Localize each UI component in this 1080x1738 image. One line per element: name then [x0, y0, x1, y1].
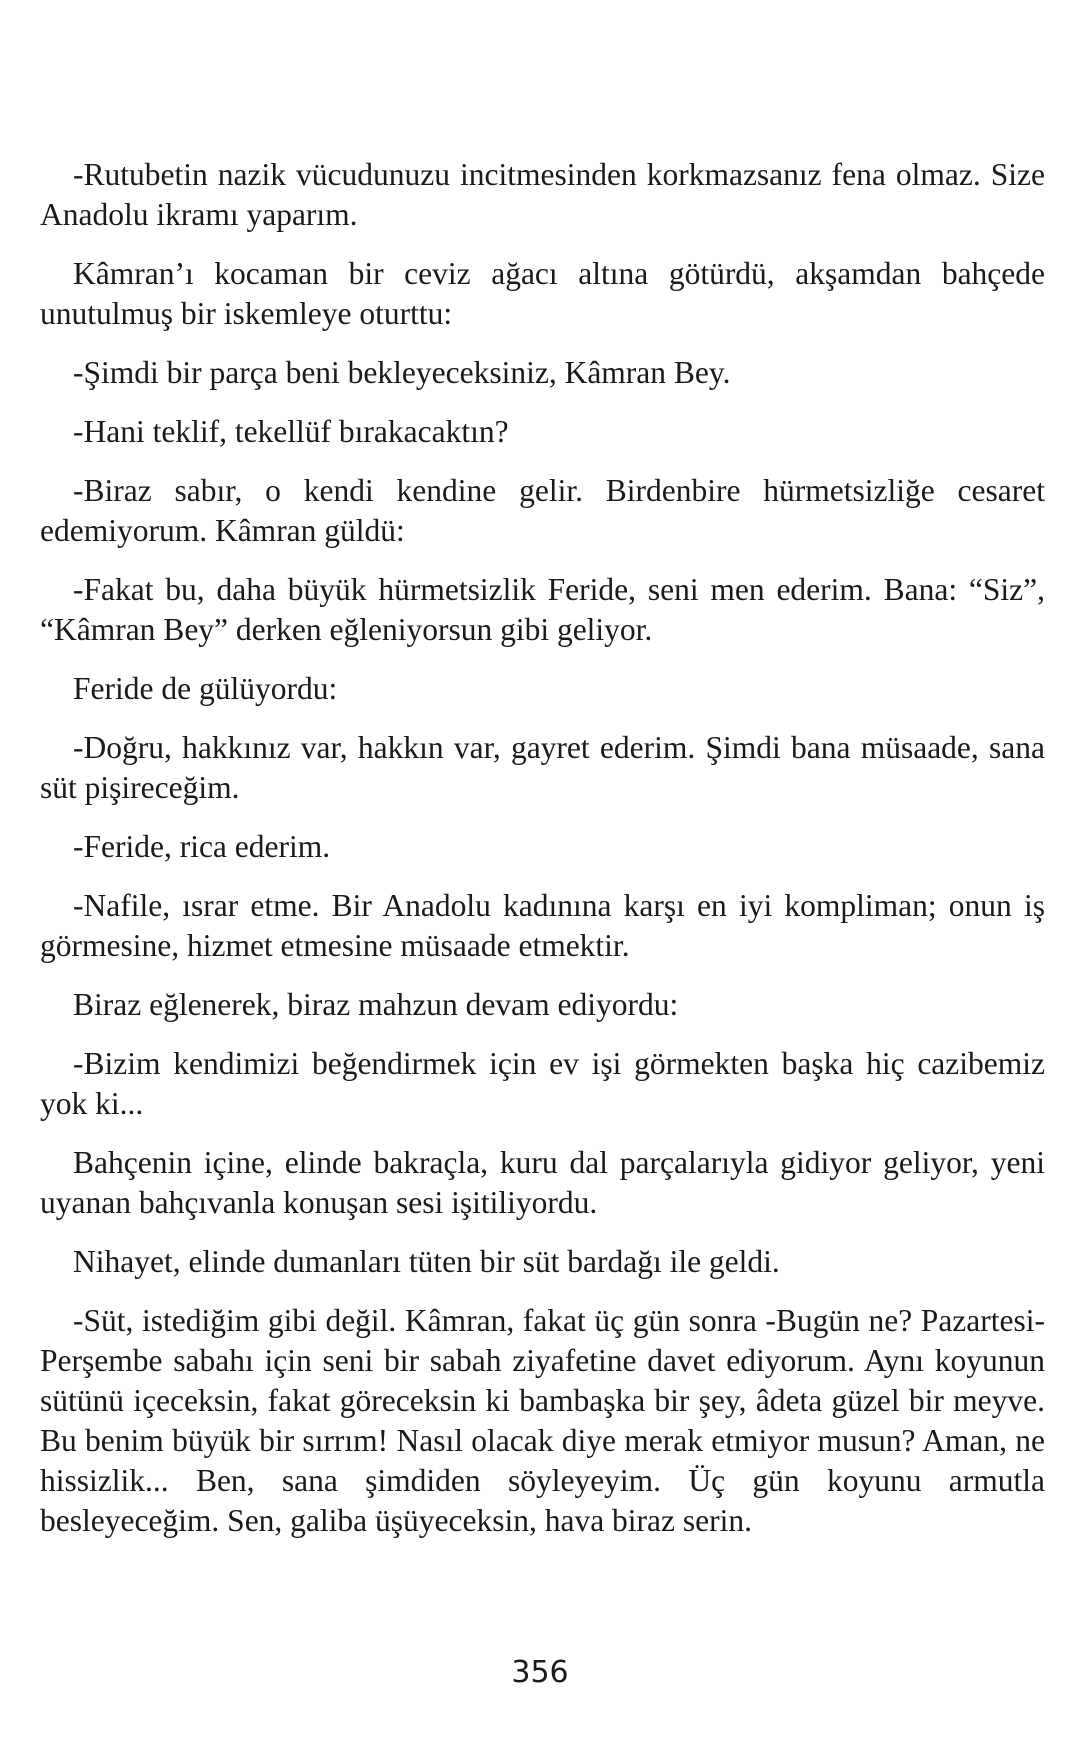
paragraph-8: -Doğru, hakkınız var, hakkın var, gayret ederim. Şimdi bana müsaade, sana süt pişireceğim. — [40, 730, 1045, 805]
paragraph-15: -Süt, istediğim gibi değil. Kâmran, fakat üç gün sonra -Bugün ne? Pazartesi-Perşembe sabahı için seni bir sabah ziyafetine davet ediyorum. Aynı koyunun sütünü içeceksin, fakat göreceksin ki bambaşka bir şey, âdeta güzel bir meyve. Bu benim büyük bir sırrım! Nasıl olacak diye merak etmiyor musun? Aman, ne hissizlik... Ben, sana şimdiden söyleyeyim. Üç gün koyunu armutla besleyeceğim. Sen, galiba üşüyeceksin, hava biraz serin. — [40, 1303, 1045, 1538]
paragraph-1: -Rutubetin nazik vücudunuzu incitmesinden korkmazsanız fena olmaz. Size Anadolu ikramı yaparım. — [40, 157, 1045, 232]
paragraph-10: -Nafile, ısrar etme. Bir Anadolu kadınına karşı en iyi kompliman; onun iş görmesine, hizmet etmesine müsaade etmektir. — [40, 888, 1045, 963]
paragraph-9: -Feride, rica ederim. — [73, 829, 331, 864]
paragraph-11: Biraz eğlenerek, biraz mahzun devam ediyordu: — [73, 987, 679, 1022]
paragraph-4: -Hani teklif, tekellüf bırakacaktın? — [73, 414, 509, 449]
paragraph-2: Kâmran’ı kocaman bir ceviz ağacı altına götürdü, akşamdan bahçede unutulmuş bir iskemleye oturttu: — [40, 256, 1045, 331]
paragraph-12: -Bizim kendimizi beğendirmek için ev işi görmekten başka hiç cazibemiz yok ki... — [40, 1046, 1045, 1121]
page-number: 356 — [511, 1655, 569, 1690]
paragraph-13: Bahçenin içine, elinde bakraçla, kuru dal parçalarıyla gidiyor geliyor, yeni uyanan bahçıvanla konuşan sesi işitiliyordu. — [40, 1145, 1045, 1220]
paragraph-14: Nihayet, elinde dumanları tüten bir süt bardağı ile geldi. — [73, 1244, 780, 1279]
paragraph-3: -Şimdi bir parça beni bekleyeceksiniz, Kâmran Bey. — [73, 355, 731, 390]
paragraph-6: -Fakat bu, daha büyük hürmetsizlik Feride, seni men ederim. Bana: “Siz”, “Kâmran Bey” derken eğleniyorsun gibi geliyor. — [40, 572, 1045, 647]
paragraph-7: Feride de gülüyordu: — [73, 671, 338, 706]
body-text — [40, 155, 1045, 1560]
paragraph-5: -Biraz sabır, o kendi kendine gelir. Birdenbire hürmetsizliğe cesaret edemiyorum. Kâmran güldü: — [40, 473, 1045, 548]
